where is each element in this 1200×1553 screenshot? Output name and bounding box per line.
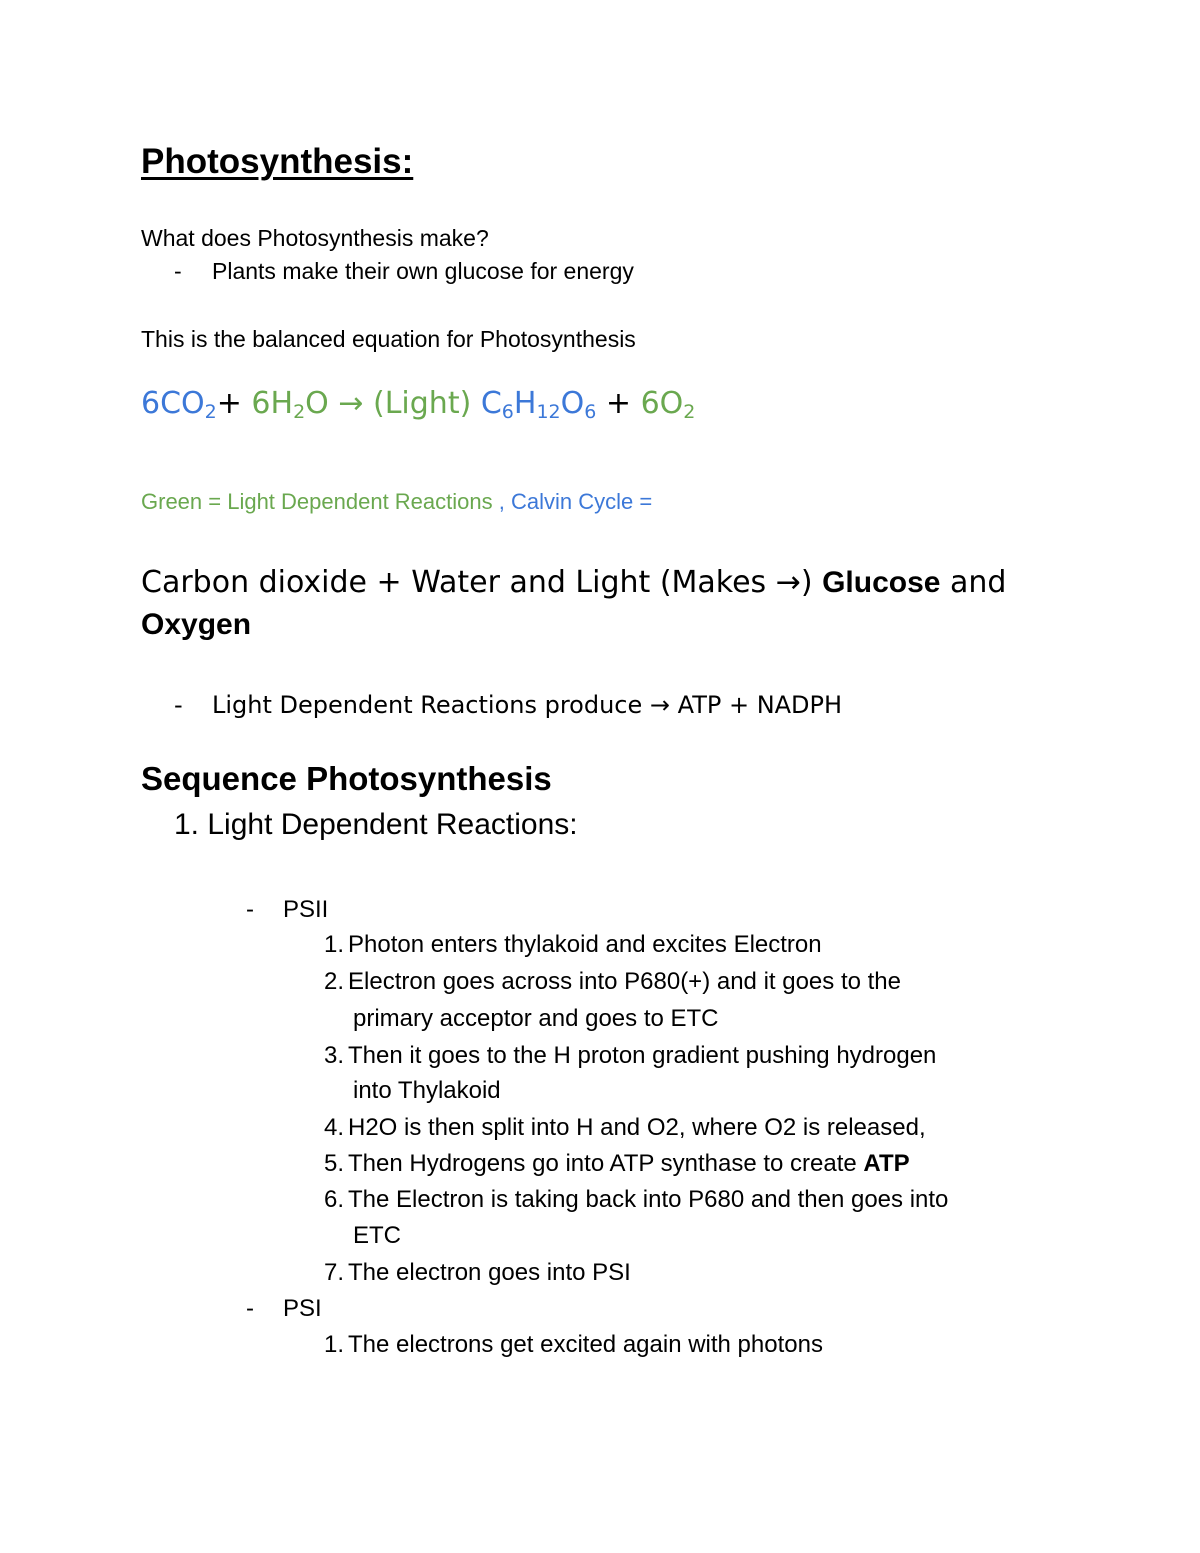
eq-h2o-end: O xyxy=(305,386,329,421)
eq-plus-2: + xyxy=(596,386,641,421)
products-bullet: - xyxy=(174,691,183,719)
eq-h: H xyxy=(513,386,537,421)
color-legend xyxy=(141,489,652,515)
word-eq-oxygen: Oxygen xyxy=(141,608,252,641)
psi-bullet: - xyxy=(246,1295,254,1322)
word-eq-and: and xyxy=(940,565,1007,600)
word-eq-part1: Carbon dioxide + Water and Light (Makes →) xyxy=(141,565,823,600)
psi-label: PSI xyxy=(283,1295,322,1322)
list-item-continuation: into Thylakoid xyxy=(353,1077,501,1104)
step-1-heading: 1. Light Dependent Reactions: xyxy=(174,808,578,841)
list-item: 7. The electron goes into PSI xyxy=(323,1259,631,1286)
legend-green: Green = Light Dependent Reactions xyxy=(141,489,493,514)
list-item: 4. H2O is then split into H and O2, where O2 is released, xyxy=(323,1114,926,1141)
eq-plus: + xyxy=(216,386,242,421)
eq-o-sub: 6 xyxy=(584,401,597,423)
list-item: 3. Then it goes to the H proton gradient pushing hydrogen xyxy=(323,1042,937,1069)
list-item: 2. Electron goes across into P680(+) and it goes to the xyxy=(323,968,901,995)
eq-co2: 6CO xyxy=(141,386,205,421)
eq-o: O xyxy=(560,386,585,421)
eq-c-sub: 6 xyxy=(501,401,514,423)
list-item: 1. The electrons get excited again with photons xyxy=(323,1331,823,1358)
psii-label: PSII xyxy=(283,896,329,923)
question-text: What does Photosynthesis make? xyxy=(141,225,489,251)
list-item-continuation: ETC xyxy=(353,1222,401,1249)
eq-o2-sub: 2 xyxy=(683,401,696,423)
answer-text: Plants make their own glucose for energy xyxy=(212,258,634,284)
products-text: Light Dependent Reactions produce → ATP + NADPH xyxy=(212,691,843,719)
eq-c: C xyxy=(480,386,502,421)
balanced-equation xyxy=(141,386,695,421)
eq-h2o: 6H xyxy=(241,386,294,421)
eq-h2o-sub: 2 xyxy=(293,401,306,423)
list-item: 1. Photon enters thylakoid and excites Electron xyxy=(323,931,822,958)
page-title: Photosynthesis: xyxy=(141,142,414,181)
eq-o2: 6O xyxy=(640,386,684,421)
list-item-continuation: primary acceptor and goes to ETC xyxy=(353,1005,719,1032)
eq-co2-sub: 2 xyxy=(204,401,217,423)
list-item: 6. The Electron is taking back into P680 and then goes into xyxy=(323,1186,949,1213)
word-eq-glucose: Glucose xyxy=(822,566,941,599)
legend-blue: Calvin Cycle = xyxy=(510,489,653,514)
word-equation xyxy=(141,562,1081,646)
answer-bullet: - xyxy=(174,258,182,284)
eq-arrow-light: → (Light) xyxy=(328,386,481,421)
psii-bullet: - xyxy=(246,896,254,923)
legend-separator: , xyxy=(492,489,511,514)
sequence-heading: Sequence Photosynthesis xyxy=(141,760,552,797)
equation-intro: This is the balanced equation for Photosynthesis xyxy=(141,326,636,352)
list-item: 5. Then Hydrogens go into ATP synthase to create ATP xyxy=(323,1150,910,1177)
eq-h-sub: 12 xyxy=(536,401,561,423)
